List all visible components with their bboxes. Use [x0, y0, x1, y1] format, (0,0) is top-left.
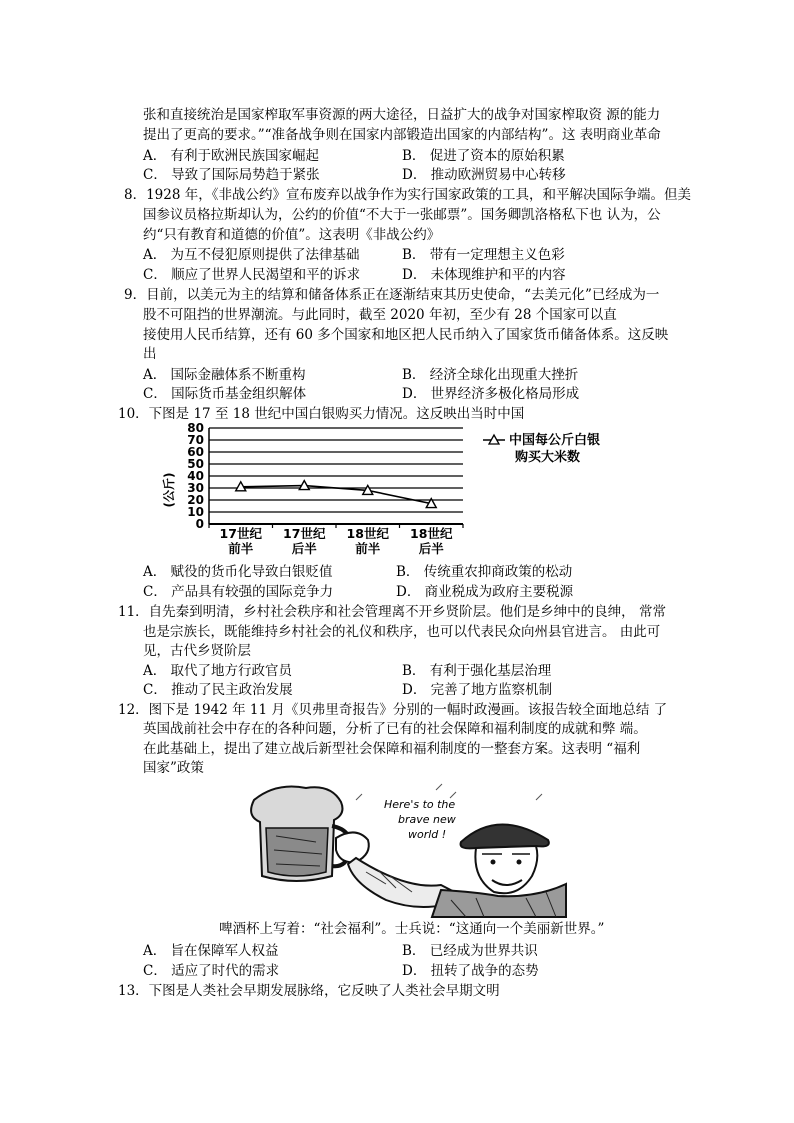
q12-stem-line-3: 在此基础上，提出了建立战后新型社会保障和福利制度的一整套方案。这表明 “福利 — [143, 741, 641, 757]
q11-stem-line-3: 见，古代乡贤阶层 — [143, 643, 251, 659]
q12-option-c: C． 适应了时代的需求 — [143, 963, 280, 979]
chart-legend-label: 中国每公斤白银 — [509, 433, 601, 448]
q12-option-a: A． 旨在保障军人权益 — [143, 943, 279, 959]
chart-series — [236, 481, 437, 508]
q7-stem-line-1: 张和直接统治是国家榨取军事资源的两大途径，日益扩大的战争对国家榨取资 源的能力 — [143, 107, 661, 123]
q12-stem-line-2: 英国战前社会中存在的各种问题，分析了已有的社会保障和福利制度的成就和弊 端。 — [143, 721, 647, 737]
cartoon-speech-line-3: world ! — [408, 828, 447, 841]
chart-y-tick-label: 20 — [187, 493, 204, 507]
chart-y-tick-label: 10 — [187, 505, 204, 519]
q7-option-a: A． 有利于欧洲民族国家崛起 — [143, 148, 320, 164]
chart-legend-label: 购买大米数 — [515, 450, 581, 465]
q9-stem-line-2: 股不可阻挡的世界潮流。与此同时，截至 2020 年初，至少有 28 个国家可以直 — [143, 307, 617, 323]
chart-y-axis-label: (公斤) — [162, 472, 176, 508]
cartoon-speech-line-2: brave new — [398, 813, 456, 826]
chart-gridlines — [209, 428, 463, 524]
chart-y-tick-label: 40 — [187, 469, 204, 483]
chart-y-tick-label: 0 — [195, 517, 204, 531]
q9-option-b: B． 经济全球化出现重大挫折 — [402, 367, 579, 383]
q9-option-c: C． 国际货币基金组织解体 — [143, 386, 307, 402]
q10-option-a: A． 赋役的货币化导致白银贬值 — [143, 564, 333, 580]
chart-x-tick-label: 18世纪 — [346, 526, 389, 541]
q11-option-c: C． 推动了民主政治发展 — [143, 682, 293, 698]
q9-option-a: A． 国际金融体系不断重构 — [143, 367, 306, 383]
q13-stem: 13．下图是人类社会早期发展脉络，它反映了人类社会早期文明 — [118, 983, 500, 999]
q8-stem-line-3: 约“只有教育和道德的价值”。这表明《非战公约》 — [143, 227, 441, 243]
q11-option-b: B． 有利于强化基层治理 — [402, 663, 552, 679]
q11-option-a: A． 取代了地方行政官员 — [143, 663, 293, 679]
chart-legend — [483, 432, 600, 465]
q9-stem-line-4: 出 — [143, 346, 157, 362]
q7-option-c: C． 导致了国际局势趋于紧张 — [143, 167, 320, 183]
beveridge-cartoon-image — [236, 780, 566, 917]
q11-stem-line-2: 也是宗族长，既能维持乡村社会的礼仪和秩序，也可以代表民众向州县官进言。 由此可 — [143, 624, 661, 640]
q9-stem-line-3: 接使用人民币结算，还有 60 多个国家和地区把人民币纳入了国家货币储备体系。这反映 — [143, 327, 669, 343]
cartoon-speech-line-1: Here's to the — [384, 798, 456, 811]
q12-stem-line-1: 12．图下是 1942 年 11 月《贝弗里奇报告》分别的一幅时政漫画。该报告较全面地总结 了 — [118, 702, 668, 718]
q8-option-b: B． 带有一定理想主义色彩 — [402, 247, 565, 263]
q11-option-d: D． 完善了地方监察机制 — [402, 682, 553, 698]
chart-x-tick-label: 17世纪 — [283, 526, 326, 541]
q12-option-b: B． 已经成为世界共识 — [402, 943, 538, 959]
q8-option-a: A． 为互不侵犯原则提供了法律基础 — [143, 247, 360, 263]
chart-x-tick-label: 前半 — [228, 541, 254, 556]
q10-option-d: D． 商业税成为政府主要税源 — [396, 584, 574, 600]
chart-y-tick-label: 80 — [187, 421, 204, 435]
chart-y-ticks — [187, 421, 204, 531]
chart-x-tick-label: 18世纪 — [410, 526, 453, 541]
chart-x-tick-label: 后半 — [291, 541, 317, 556]
chart-y-tick-label: 60 — [187, 445, 204, 459]
q11-stem-line-1: 11．自先秦到明清，乡村社会秩序和社会管理离不开乡贤阶层。他们是乡绅中的良绅， 常常 — [118, 604, 666, 620]
q10-option-b: B． 传统重农抑商政策的松动 — [396, 564, 573, 580]
chart-y-tick-label: 30 — [187, 481, 204, 495]
q8-option-c: C． 顺应了世界人民渴望和平的诉求 — [143, 267, 361, 283]
cartoon-caption: 啤酒杯上写着：“社会福利”。士兵说：“这通向一个美丽新世界。” — [219, 921, 605, 937]
chart-x-ticks — [209, 524, 463, 556]
chart-y-tick-label: 70 — [187, 433, 204, 447]
q7-option-b: B． 促进了资本的原始积累 — [402, 148, 565, 164]
q9-option-d: D． 世界经济多极化格局形成 — [402, 386, 580, 402]
q9-stem-line-1: 9．目前，以美元为主的结算和储备体系正在逐渐结束其历史使命，“去美元化”已经成为一 — [124, 287, 660, 303]
silver-purchasing-power-chart — [162, 421, 655, 562]
q12-option-d: D． 扭转了战争的态势 — [402, 963, 539, 979]
q7-stem-line-2: 提出了更高的要求。”“准备战争则在国家内部锻造出国家的内部结构”。这 表明商业革命 — [143, 127, 661, 143]
chart-x-tick-label: 17世纪 — [219, 526, 262, 541]
q7-option-d: D． 推动欧洲贸易中心转移 — [402, 167, 566, 183]
chart-y-tick-label: 50 — [187, 457, 204, 471]
q8-stem-line-2: 国参议员格拉斯却认为，公约的价值“不大于一张邮票”。国务卿凯洛格私下也 认为，公 — [143, 207, 661, 223]
q8-option-d: D． 未体现维护和平的内容 — [402, 267, 566, 283]
q8-stem-line-1: 8．1928 年，《非战公约》宣布废弃以战争作为实行国家政策的工具，和平解决国际争端。但美 — [124, 187, 691, 203]
q12-stem-line-4: 国家”政策 — [143, 760, 204, 776]
chart-x-tick-label: 后半 — [418, 541, 444, 556]
q10-option-c: C． 产品具有较强的国际竞争力 — [143, 584, 334, 600]
chart-x-tick-label: 前半 — [355, 541, 381, 556]
q10-stem: 10．下图是 17 至 18 世纪中国白银购买力情况。这反映出当时中国 — [118, 406, 525, 422]
